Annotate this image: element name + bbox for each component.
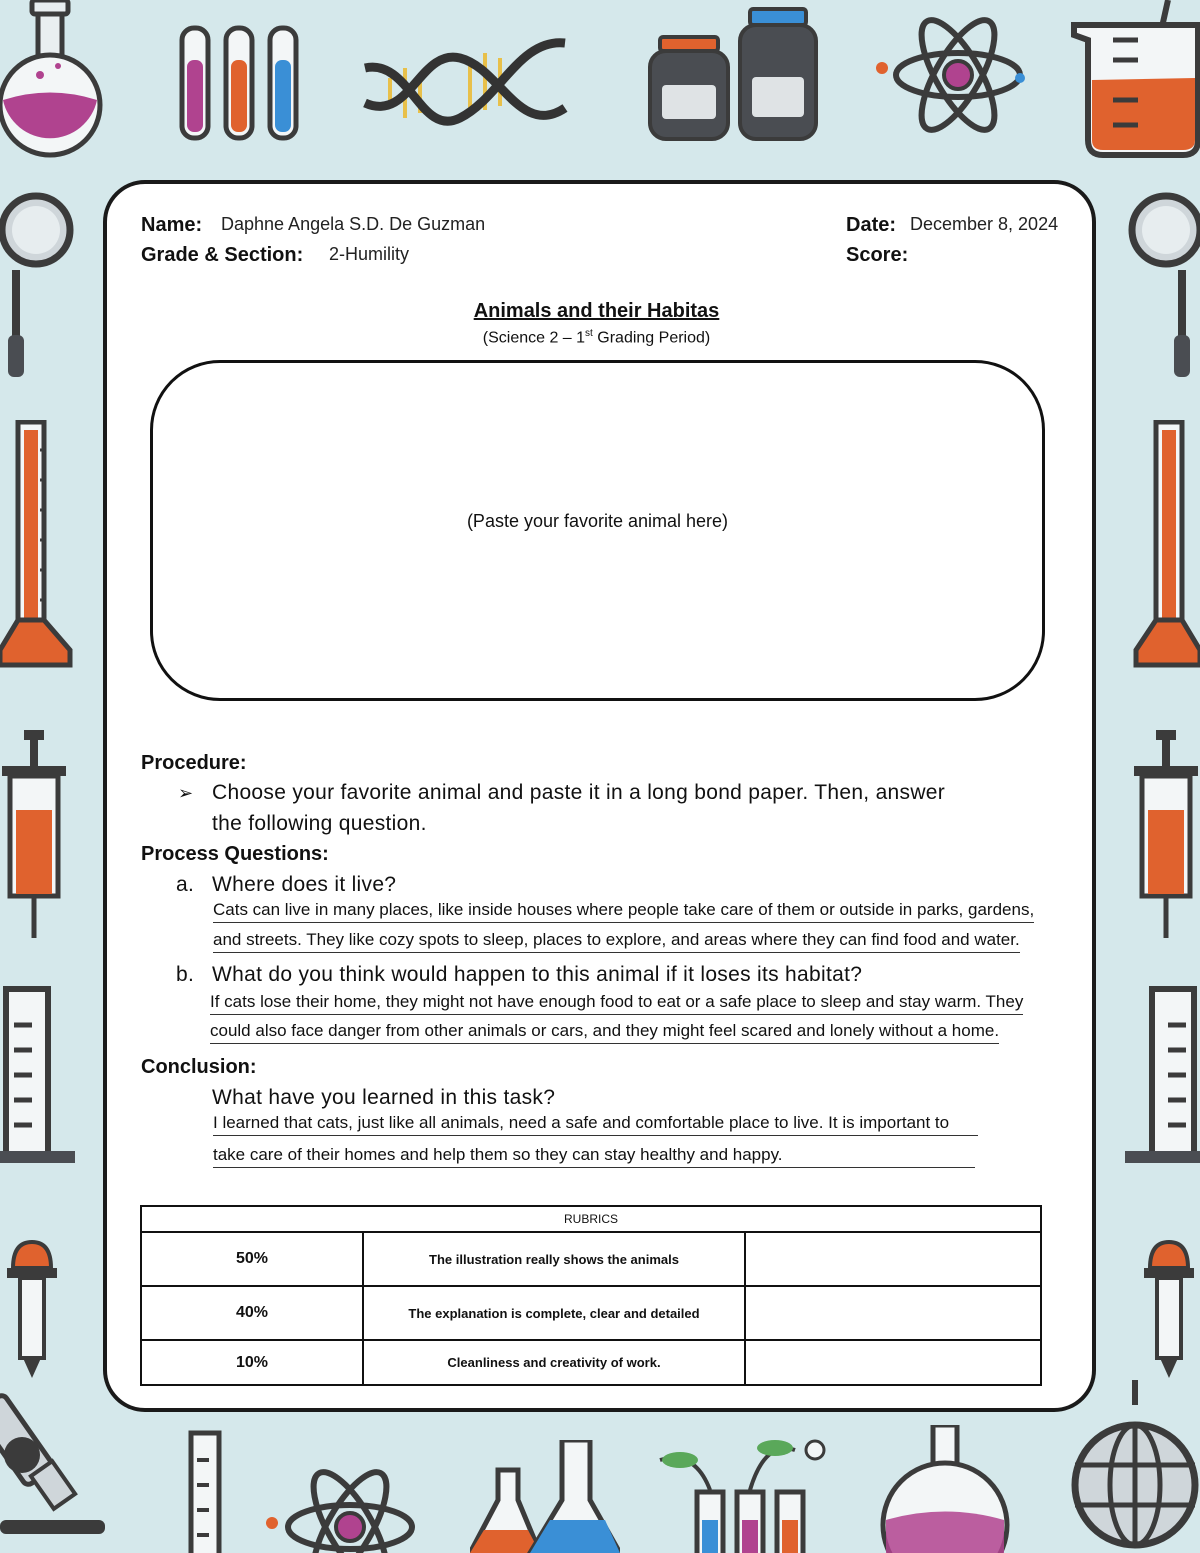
rubrics-header-row xyxy=(141,1206,1041,1232)
jars-icon xyxy=(646,5,821,145)
worksheet-subtitle xyxy=(0,328,1193,347)
grade-section-label: Grade & Section: xyxy=(141,244,304,266)
beaker-icon xyxy=(1068,0,1200,160)
subtitle-sup: st xyxy=(585,328,593,339)
conclusion-answer-line-2[interactable]: take care of their homes and help them so they can stay healthy and happy. xyxy=(213,1145,975,1168)
magnifier-icon xyxy=(0,185,80,385)
answer-a-line-2[interactable]: and streets. They like cozy spots to sleep, places to explore, and areas where they can find food and water. xyxy=(213,930,1020,953)
syringe-icon xyxy=(0,730,70,940)
answer-b-line-2[interactable]: could also face danger from other animals or cars, and they might feel scared and lonely without a home. xyxy=(210,1021,999,1044)
dna-icon xyxy=(360,28,570,138)
sprouting-tubes-icon xyxy=(655,1430,835,1553)
name-value: Daphne Angela S.D. De Guzman xyxy=(221,214,486,234)
subtitle-part: (Science 2 – 1 xyxy=(482,329,586,347)
rubrics-header: RUBRICS xyxy=(141,1206,1041,1232)
conclusion-label: Conclusion: xyxy=(141,1056,257,1078)
name-label: Name: xyxy=(141,214,203,236)
thermometer-icon xyxy=(0,420,75,670)
test-tubes-icon xyxy=(178,22,303,144)
date-label: Date: xyxy=(846,214,897,236)
magnifier-icon xyxy=(1120,185,1200,385)
paste-animal-box[interactable] xyxy=(150,360,1045,701)
dropper-icon xyxy=(5,1240,60,1380)
microscope-icon xyxy=(0,1385,110,1553)
rubric-criterion: Cleanliness and creativity of work. xyxy=(363,1340,745,1385)
subtitle-part-end: Grading Period) xyxy=(592,329,711,347)
procedure-label: Procedure: xyxy=(141,752,247,774)
question-b: What do you think would happen to this animal if it loses its habitat? xyxy=(212,963,863,986)
score-label: Score: xyxy=(846,244,909,266)
procedure-line-2: the following question. xyxy=(212,812,427,835)
answer-b-line-1[interactable]: If cats lose their home, they might not have enough food to eat or a safe place to sleep and stay warm. They xyxy=(210,992,1023,1015)
graduated-cylinder-icon xyxy=(185,1430,225,1553)
atom-icon xyxy=(262,1455,427,1553)
rubric-weight: 50% xyxy=(141,1232,363,1286)
question-a: Where does it live? xyxy=(212,873,397,896)
bullet-arrow-icon: ➢ xyxy=(178,783,194,803)
date-value: December 8, 2024 xyxy=(910,214,1059,234)
atom-icon xyxy=(870,8,1030,143)
erlenmeyer-flask-icon xyxy=(470,1440,620,1553)
rubric-weight: 10% xyxy=(141,1340,363,1385)
worksheet-title-text: Animals and their Habitas xyxy=(473,300,720,322)
question-b-marker: b. xyxy=(176,963,195,986)
rubric-criterion: The explanation is complete, clear and detailed xyxy=(363,1286,745,1340)
rubric-row xyxy=(141,1286,1041,1340)
conclusion-answer-line-1[interactable]: I learned that cats, just like all animals, need a safe and comfortable place to live. It is important to xyxy=(213,1113,978,1136)
dropper-icon xyxy=(1142,1240,1197,1380)
grade-section-value: 2-Humility xyxy=(329,244,410,264)
rubric-score-cell[interactable] xyxy=(745,1286,1041,1340)
conclusion-question: What have you learned in this task? xyxy=(212,1086,556,1109)
graduated-cylinder-icon xyxy=(1120,985,1200,1175)
answer-a-line-1[interactable]: Cats can live in many places, like inside houses where people take care of them or outside in parks, gardens, xyxy=(213,900,1034,923)
globe-icon xyxy=(1065,1380,1200,1553)
procedure-line-1: Choose your favorite animal and paste it in a long bond paper. Then, answer xyxy=(212,781,946,804)
round-flask-icon xyxy=(878,1425,1013,1553)
round-flask-icon xyxy=(0,0,110,160)
rubric-row xyxy=(141,1232,1041,1286)
rubrics-table xyxy=(140,1205,1042,1386)
syringe-icon xyxy=(1130,730,1200,940)
rubric-criterion: The illustration really shows the animals xyxy=(363,1232,745,1286)
process-questions-label: Process Questions: xyxy=(141,843,329,865)
paste-instruction: (Paste your favorite animal here) xyxy=(466,511,729,531)
question-a-marker: a. xyxy=(176,873,195,896)
graduated-cylinder-icon xyxy=(0,985,80,1175)
rubric-score-cell[interactable] xyxy=(745,1340,1041,1385)
rubric-score-cell[interactable] xyxy=(745,1232,1041,1286)
rubric-weight: 40% xyxy=(141,1286,363,1340)
rubric-row xyxy=(141,1340,1041,1385)
worksheet-title xyxy=(0,300,1193,323)
thermometer-icon xyxy=(1130,420,1200,670)
